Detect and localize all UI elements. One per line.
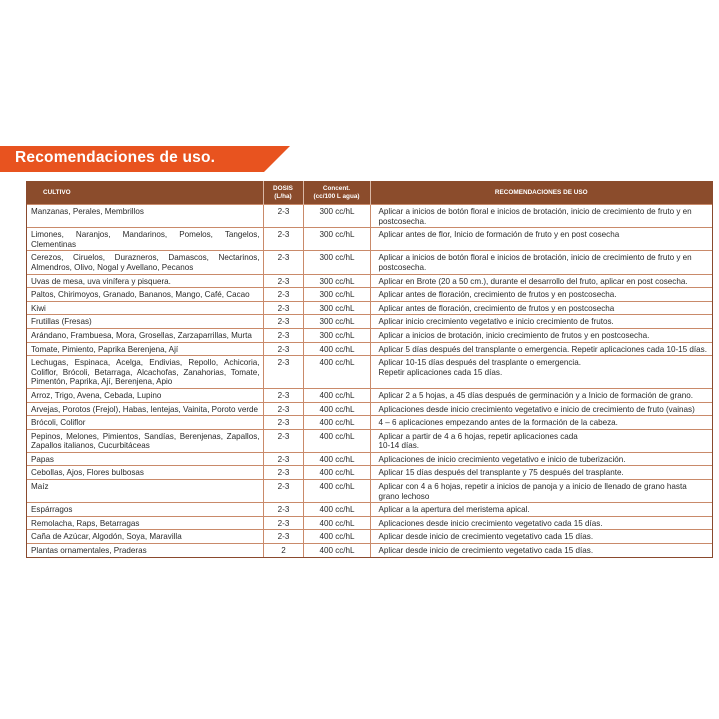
cell-recomendacion: Aplicar a inicios de botón floral e inicios de brotación, inicio de crecimiento de fruto y en postcosecha. [370, 251, 712, 274]
cell-dosis: 2-3 [263, 274, 303, 288]
table-row [27, 466, 712, 480]
table-row [27, 205, 712, 228]
cell-concent: 300 cc/hL [303, 315, 370, 329]
cell-dosis: 2-3 [263, 402, 303, 416]
section-banner [0, 146, 290, 172]
cell-concent: 300 cc/hL [303, 205, 370, 228]
cell-concent: 400 cc/hL [303, 530, 370, 544]
header-dosis-line2: (L/ha) [274, 192, 292, 200]
cell-dosis: 2-3 [263, 228, 303, 251]
cell-dosis: 2-3 [263, 503, 303, 517]
cell-recomendacion: Aplicar 15 días después del transplante y 75 después del trasplante. [370, 466, 712, 480]
cell-recomendacion: Aplicar inicio crecimiento vegetativo e inicio crecimiento de frutos. [370, 315, 712, 329]
section-title: Recomendaciones de uso. [15, 149, 216, 166]
cell-dosis: 2-3 [263, 530, 303, 544]
cell-cultivo: Tomate, Pimiento, Paprika Berenjena, Ají [27, 342, 263, 356]
cell-recomendacion: Aplicar antes de floración, crecimiento de frutos y en postcosecha. [370, 288, 712, 302]
cell-concent: 400 cc/hL [303, 516, 370, 530]
cell-dosis: 2-3 [263, 480, 303, 503]
header-cultivo: CULTIVO [27, 181, 263, 205]
cell-dosis: 2-3 [263, 328, 303, 342]
table-body [27, 205, 712, 557]
cell-recomendacion: Aplicaciones desde inicio crecimiento vegetativo cada 15 días. [370, 516, 712, 530]
recommendations-table-container [26, 181, 713, 558]
cell-dosis: 2-3 [263, 388, 303, 402]
cell-recomendacion: Aplicar desde inicio de crecimiento vegetativo cada 15 días. [370, 530, 712, 544]
cell-concent: 400 cc/hL [303, 356, 370, 389]
cell-dosis: 2-3 [263, 466, 303, 480]
cell-dosis: 2-3 [263, 251, 303, 274]
cell-recomendacion: Aplicar antes de floración, crecimiento de frutos y en postcosecha [370, 301, 712, 315]
cell-concent: 400 cc/hL [303, 480, 370, 503]
header-concent [303, 181, 370, 205]
cell-dosis: 2 [263, 544, 303, 557]
table-row [27, 342, 712, 356]
cell-recomendacion: Aplicar 2 a 5 hojas, a 45 días después de germinación y a Inicio de formación de grano. [370, 388, 712, 402]
cell-concent: 300 cc/hL [303, 301, 370, 315]
cell-recomendacion: Aplicar antes de flor, Inicio de formación de fruto y en post cosecha [370, 228, 712, 251]
cell-concent: 300 cc/hL [303, 228, 370, 251]
header-recomendaciones: RECOMENDACIONES DE USO [370, 181, 712, 205]
header-dosis [263, 181, 303, 205]
cell-dosis: 2-3 [263, 429, 303, 452]
table-row [27, 356, 712, 389]
table-row [27, 388, 712, 402]
table-row [27, 416, 712, 430]
cell-cultivo: Cerezos, Ciruelos, Durazneros, Damascos, Nectarinos, Almendros, Olivo, Nogal y Avellano, Pecanos [27, 251, 263, 274]
cell-recomendacion: Aplicar 5 días después del transplante o emergencia. Repetir aplicaciones cada 10-15 días. [370, 342, 712, 356]
cell-concent: 300 cc/hL [303, 288, 370, 302]
cell-cultivo: Remolacha, Raps, Betarragas [27, 516, 263, 530]
header-concent-line1: Concent. [322, 185, 351, 192]
cell-recomendacion: Aplicar a inicios de brotación, inicio crecimiento de frutos y en postcosecha. [370, 328, 712, 342]
table-header-row [27, 181, 712, 205]
cell-cultivo: Arándano, Frambuesa, Mora, Grosellas, Zarzaparrillas, Murta [27, 328, 263, 342]
table-row [27, 301, 712, 315]
cell-recomendacion: Aplicaciones desde inicio crecimiento vegetativo e inicio de crecimiento de fruto (vainas) [370, 402, 712, 416]
cell-recomendacion: Aplicar a partir de 4 a 6 hojas, repetir aplicaciones cada 10-14 días. [370, 429, 712, 452]
cell-dosis: 2-3 [263, 516, 303, 530]
cell-cultivo: Lechugas, Espinaca, Acelga, Endivias, Repollo, Achicoria, Coliflor, Brócoli, Betarraga, Alcachofas, Zanahorias, Tomate, Pimentón, Paprika, Ají, Berenjena, Apio [27, 356, 263, 389]
cell-cultivo: Papas [27, 452, 263, 466]
cell-cultivo: Maíz [27, 480, 263, 503]
cell-concent: 400 cc/hL [303, 503, 370, 517]
table-row [27, 480, 712, 503]
table-row [27, 544, 712, 557]
cell-dosis: 2-3 [263, 205, 303, 228]
cell-concent: 400 cc/hL [303, 544, 370, 557]
table-row [27, 274, 712, 288]
cell-concent: 400 cc/hL [303, 466, 370, 480]
table-row [27, 516, 712, 530]
cell-concent: 400 cc/hL [303, 429, 370, 452]
cell-recomendacion: Aplicar 10-15 días después del trasplante o emergencia. Repetir aplicaciones cada 15 días. [370, 356, 712, 389]
table-row [27, 452, 712, 466]
cell-cultivo: Uvas de mesa, uva vinífera y pisquera. [27, 274, 263, 288]
cell-cultivo: Arroz, Trigo, Avena, Cebada, Lupino [27, 388, 263, 402]
cell-recomendacion: Aplicar a la apertura del meristema apical. [370, 503, 712, 517]
header-concent-line2: (cc/100 L agua) [313, 192, 360, 200]
cell-cultivo: Arvejas, Porotos (Frejol), Habas, lentejas, Vainita, Poroto verde [27, 402, 263, 416]
cell-cultivo: Pepinos, Melones, Pimientos, Sandías, Berenjenas, Zapallos, Zapallos italianos, Cucurbitáceas [27, 429, 263, 452]
cell-concent: 400 cc/hL [303, 388, 370, 402]
cell-cultivo: Kiwi [27, 301, 263, 315]
cell-dosis: 2-3 [263, 301, 303, 315]
table-row [27, 228, 712, 251]
cell-cultivo: Cebollas, Ajos, Flores bulbosas [27, 466, 263, 480]
cell-concent: 300 cc/hL [303, 274, 370, 288]
cell-concent: 400 cc/hL [303, 452, 370, 466]
table-row [27, 429, 712, 452]
cell-concent: 400 cc/hL [303, 342, 370, 356]
cell-cultivo: Caña de Azúcar, Algodón, Soya, Maravilla [27, 530, 263, 544]
table-row [27, 251, 712, 274]
cell-cultivo: Paltos, Chirimoyos, Granado, Bananos, Mango, Café, Cacao [27, 288, 263, 302]
cell-cultivo: Brócoli, Coliflor [27, 416, 263, 430]
cell-dosis: 2-3 [263, 452, 303, 466]
cell-recomendacion: 4 – 6 aplicaciones empezando antes de la formación de la cabeza. [370, 416, 712, 430]
table-row [27, 402, 712, 416]
cell-concent: 300 cc/hL [303, 328, 370, 342]
cell-recomendacion: Aplicar en Brote (20 a 50 cm.), durante el desarrollo del fruto, aplicar en post cosecha. [370, 274, 712, 288]
table-row [27, 315, 712, 329]
cell-dosis: 2-3 [263, 416, 303, 430]
cell-dosis: 2-3 [263, 356, 303, 389]
table-row [27, 503, 712, 517]
table-row [27, 328, 712, 342]
cell-dosis: 2-3 [263, 342, 303, 356]
cell-recomendacion: Aplicar desde inicio de crecimiento vegetativo cada 15 días. [370, 544, 712, 557]
cell-recomendacion: Aplicar con 4 a 6 hojas, repetir a inicios de panoja y a inicio de llenado de grano hasta grano lechoso [370, 480, 712, 503]
cell-cultivo: Limones, Naranjos, Mandarinos, Pomelos, Tangelos, Clementinas [27, 228, 263, 251]
header-dosis-line1: DOSIS [273, 185, 293, 192]
cell-recomendacion: Aplicar a inicios de botón floral e inicios de brotación, inicio de crecimiento de fruto y en postcosecha. [370, 205, 712, 228]
cell-dosis: 2-3 [263, 288, 303, 302]
cell-recomendacion: Aplicaciones de inicio crecimiento vegetativo e inicio de tuberización. [370, 452, 712, 466]
cell-cultivo: Plantas ornamentales, Praderas [27, 544, 263, 557]
cell-cultivo: Frutillas (Fresas) [27, 315, 263, 329]
table-row [27, 530, 712, 544]
cell-cultivo: Manzanas, Perales, Membrillos [27, 205, 263, 228]
cell-dosis: 2-3 [263, 315, 303, 329]
cell-concent: 300 cc/hL [303, 251, 370, 274]
cell-concent: 400 cc/hL [303, 402, 370, 416]
table-row [27, 288, 712, 302]
cell-cultivo: Espárragos [27, 503, 263, 517]
cell-concent: 400 cc/hL [303, 416, 370, 430]
recommendations-table [27, 181, 712, 557]
